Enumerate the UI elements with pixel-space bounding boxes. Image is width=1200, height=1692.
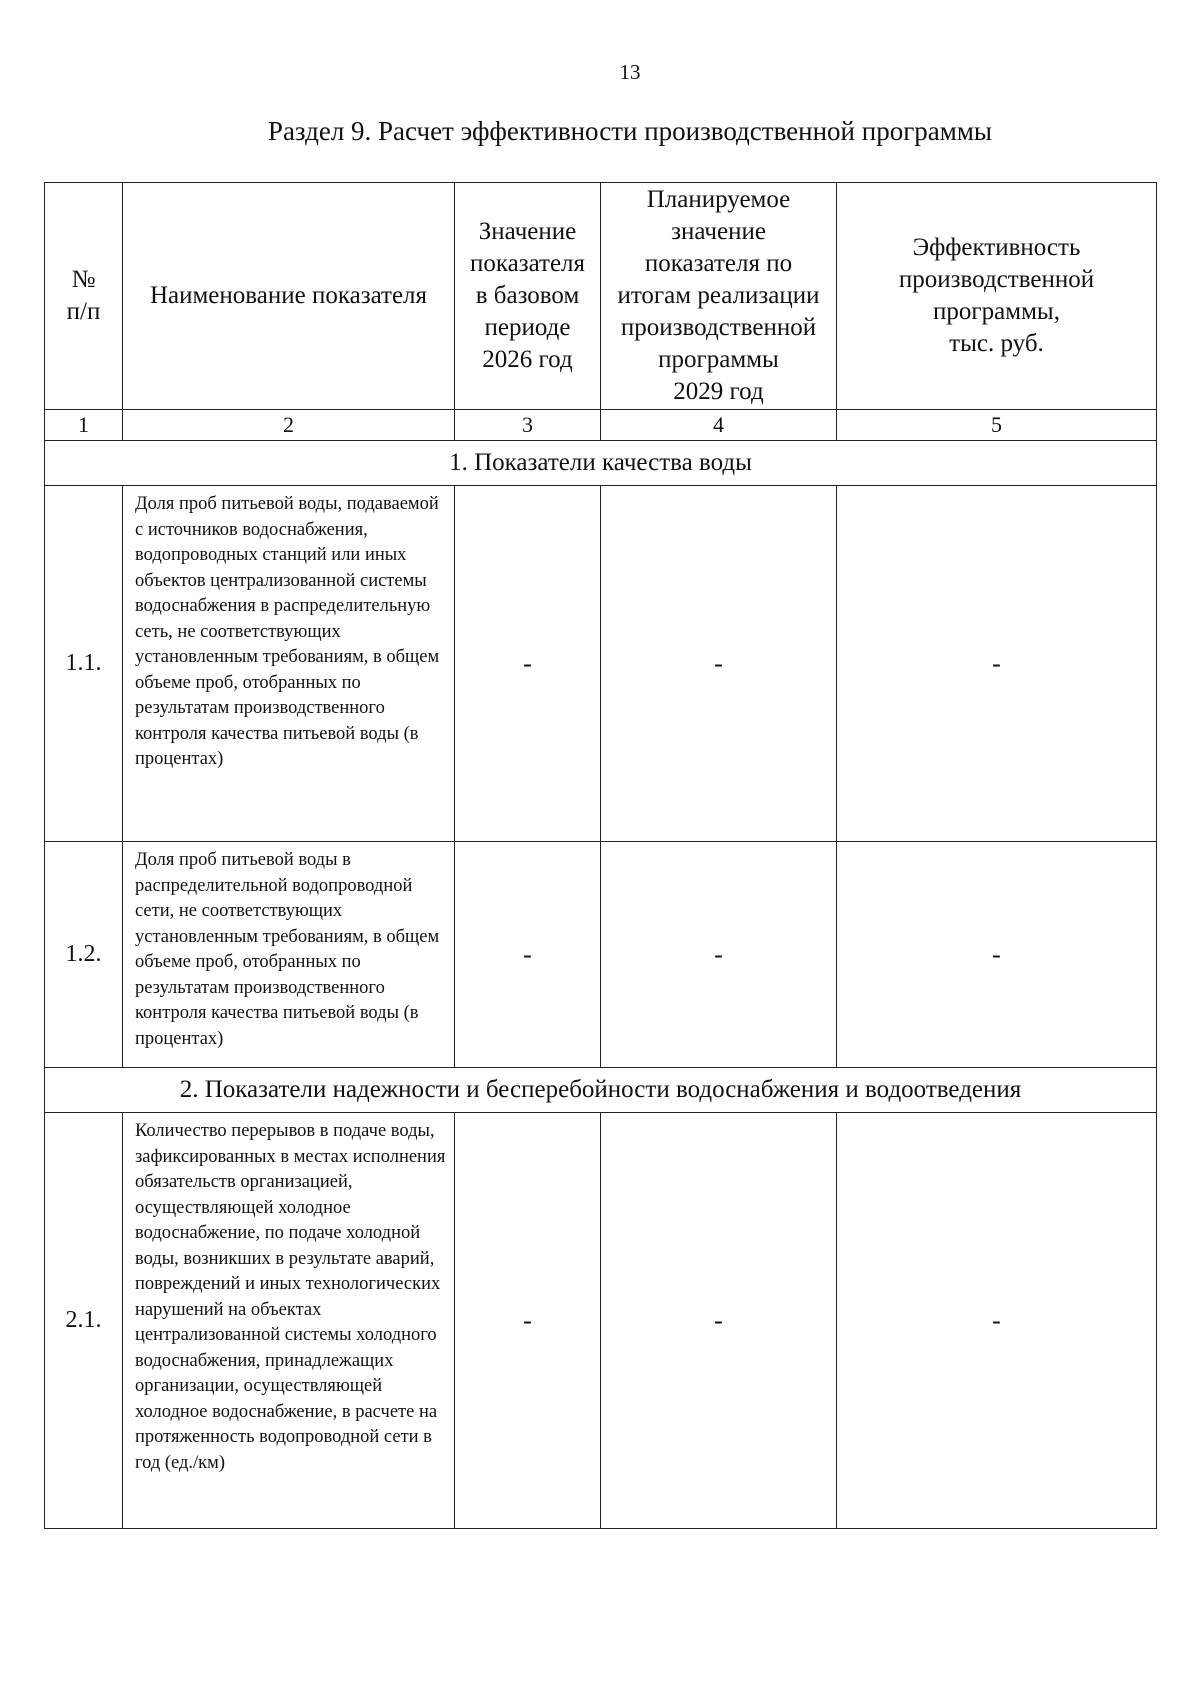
header-indicator-name: Наименование показателя bbox=[123, 183, 455, 410]
group-row-water-quality bbox=[45, 441, 1157, 486]
column-number: 4 bbox=[601, 410, 837, 441]
table-row bbox=[45, 486, 1157, 842]
row-base-value: - bbox=[455, 486, 601, 842]
row-number: 2.1. bbox=[45, 1113, 123, 1529]
column-number: 2 bbox=[123, 410, 455, 441]
row-efficiency: - bbox=[837, 486, 1157, 842]
header-number: № п/п bbox=[45, 183, 123, 410]
row-efficiency: - bbox=[837, 842, 1157, 1068]
production-program-efficiency-table bbox=[44, 182, 1157, 1529]
column-number: 1 bbox=[45, 410, 123, 441]
group-title: 1. Показатели качества воды bbox=[45, 441, 1157, 486]
row-indicator-name: Количество перерывов в подаче воды, зафиксированных в местах исполнения обязательств организацией, осуществляющей холодное водоснабжение, по подаче холодной воды, возникших в результате аварий, повреждений и иных технологических нарушений на объектах централизованной системы холодного водоснабжения, принадлежащих организации, осуществляющей холодное водоснабжение, в расчете на протяженность водопроводной сети в год (ед./км) bbox=[123, 1113, 455, 1529]
row-base-value: - bbox=[455, 1113, 601, 1529]
column-number-row bbox=[45, 410, 1157, 441]
header-planned-value: Планируемое значение показателя по итогам реализации производственной программы 2029 год bbox=[601, 183, 837, 410]
section-title: Раздел 9. Расчет эффективности производственной программы bbox=[267, 116, 993, 146]
table-row bbox=[45, 842, 1157, 1068]
row-number: 1.2. bbox=[45, 842, 123, 1068]
column-number: 5 bbox=[837, 410, 1157, 441]
header-efficiency: Эффективность производственной программы, тыс. руб. bbox=[837, 183, 1157, 410]
header-row bbox=[45, 183, 1157, 410]
row-number: 1.1. bbox=[45, 486, 123, 842]
table-row bbox=[45, 1113, 1157, 1529]
header-base-value: Значение показателя в базовом периоде 2026 год bbox=[455, 183, 601, 410]
row-planned-value: - bbox=[601, 1113, 837, 1529]
column-number: 3 bbox=[455, 410, 601, 441]
row-indicator-name: Доля проб питьевой воды, подаваемой с источников водоснабжения, водопроводных станций или иных объектов централизованной системы водоснабжения в распределительную сеть, не соответствующих установленным требованиям, в общем объеме проб, отобранных по результатам производственного контроля качества питьевой воды (в процентах) bbox=[123, 486, 455, 842]
row-indicator-name: Доля проб питьевой воды в распределительной водопроводной сети, не соответствующих установленным требованиям, в общем объеме проб, отобранных по результатам производственного контроля качества питьевой воды (в процентах) bbox=[123, 842, 455, 1068]
group-row-reliability bbox=[45, 1068, 1157, 1113]
row-planned-value: - bbox=[601, 486, 837, 842]
row-efficiency: - bbox=[837, 1113, 1157, 1529]
row-planned-value: - bbox=[601, 842, 837, 1068]
group-title: 2. Показатели надежности и бесперебойности водоснабжения и водоотведения bbox=[45, 1068, 1157, 1113]
page-number: 13 bbox=[619, 60, 641, 84]
row-base-value: - bbox=[455, 842, 601, 1068]
